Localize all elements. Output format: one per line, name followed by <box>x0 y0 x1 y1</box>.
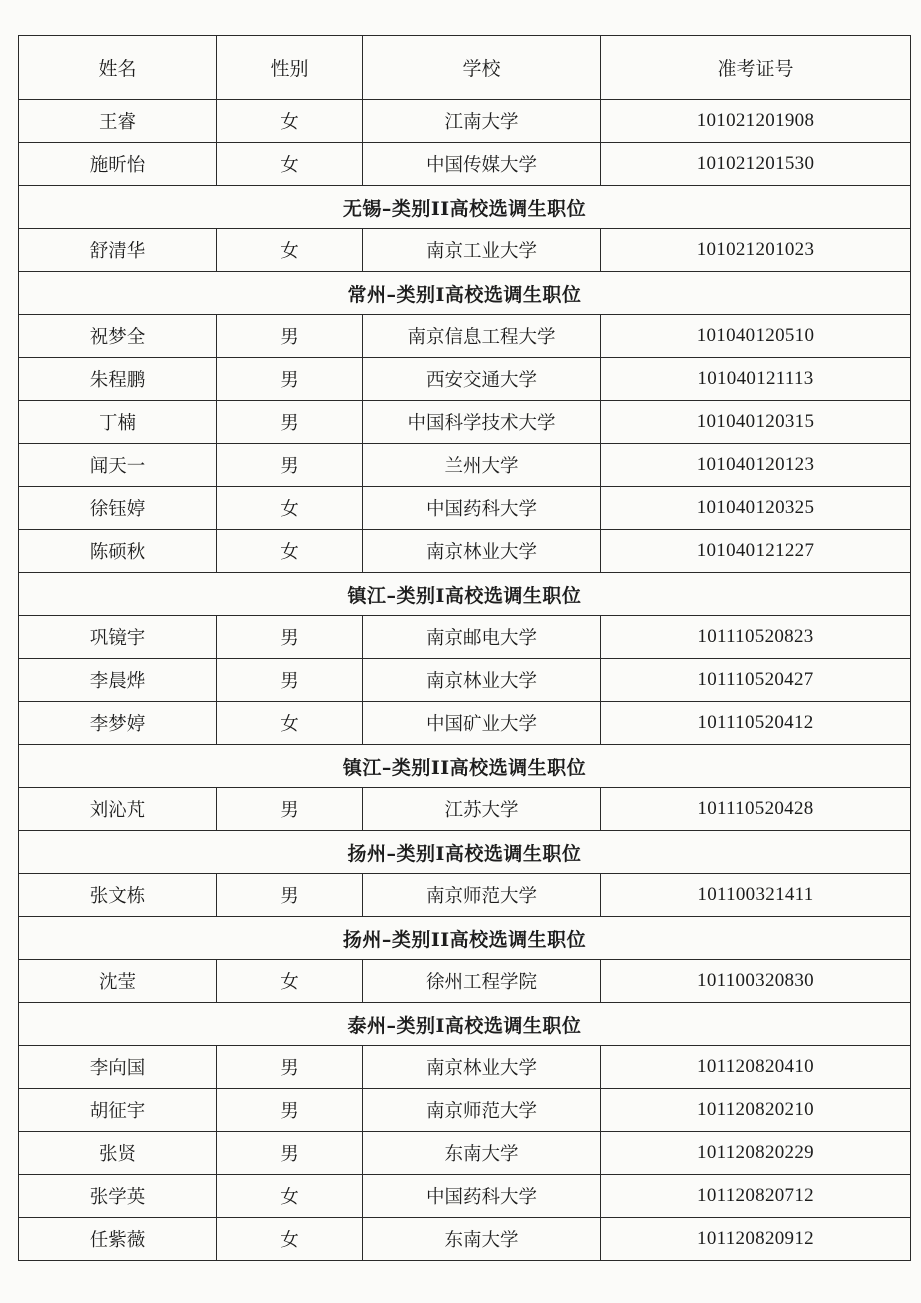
name-cell: 张贤 <box>19 1132 217 1175</box>
exam-id-cell: 101040121113 <box>601 358 911 401</box>
gender-cell: 男 <box>217 1089 363 1132</box>
school-cell: 东南大学 <box>363 1132 601 1175</box>
header-name: 姓名 <box>19 36 217 100</box>
school-cell: 江苏大学 <box>363 788 601 831</box>
section-title: 镇江–类别II高校选调生职位 <box>19 745 911 788</box>
gender-cell: 男 <box>217 358 363 401</box>
table-row <box>19 616 911 659</box>
school-cell: 东南大学 <box>363 1218 601 1261</box>
table-row <box>19 100 911 143</box>
table-row <box>19 358 911 401</box>
section-header-row <box>19 272 911 315</box>
table-row <box>19 401 911 444</box>
table-row <box>19 1218 911 1261</box>
name-cell: 李晨烨 <box>19 659 217 702</box>
header-exam-id: 准考证号 <box>601 36 911 100</box>
gender-cell: 女 <box>217 1218 363 1261</box>
header-row <box>19 36 911 100</box>
school-cell: 中国矿业大学 <box>363 702 601 745</box>
name-cell: 张学英 <box>19 1175 217 1218</box>
table-row <box>19 874 911 917</box>
section-title: 扬州–类别I高校选调生职位 <box>19 831 911 874</box>
exam-id-cell: 101021201908 <box>601 100 911 143</box>
exam-id-cell: 101040120123 <box>601 444 911 487</box>
header-gender: 性别 <box>217 36 363 100</box>
name-cell: 丁楠 <box>19 401 217 444</box>
exam-id-cell: 101040120510 <box>601 315 911 358</box>
name-cell: 舒清华 <box>19 229 217 272</box>
gender-cell: 女 <box>217 530 363 573</box>
gender-cell: 女 <box>217 960 363 1003</box>
gender-cell: 女 <box>217 143 363 186</box>
name-cell: 施昕怡 <box>19 143 217 186</box>
exam-id-cell: 101110520427 <box>601 659 911 702</box>
name-cell: 陈硕秋 <box>19 530 217 573</box>
exam-id-cell: 101120820210 <box>601 1089 911 1132</box>
table-row <box>19 315 911 358</box>
table-row <box>19 143 911 186</box>
exam-id-cell: 101040120325 <box>601 487 911 530</box>
table-body <box>19 100 911 1261</box>
school-cell: 南京林业大学 <box>363 659 601 702</box>
name-cell: 巩镜宇 <box>19 616 217 659</box>
table-header <box>19 36 911 100</box>
table-row <box>19 229 911 272</box>
table-row <box>19 444 911 487</box>
table-row <box>19 702 911 745</box>
gender-cell: 男 <box>217 659 363 702</box>
gender-cell: 男 <box>217 616 363 659</box>
exam-id-cell: 101040120315 <box>601 401 911 444</box>
table-row <box>19 960 911 1003</box>
section-title: 无锡–类别II高校选调生职位 <box>19 186 911 229</box>
table-row <box>19 1089 911 1132</box>
exam-id-cell: 101120820712 <box>601 1175 911 1218</box>
exam-id-cell: 101100321411 <box>601 874 911 917</box>
exam-id-cell: 101110520823 <box>601 616 911 659</box>
exam-id-cell: 101110520428 <box>601 788 911 831</box>
name-cell: 闻天一 <box>19 444 217 487</box>
school-cell: 中国科学技术大学 <box>363 401 601 444</box>
school-cell: 南京邮电大学 <box>363 616 601 659</box>
gender-cell: 女 <box>217 702 363 745</box>
name-cell: 李梦婷 <box>19 702 217 745</box>
section-header-row <box>19 917 911 960</box>
name-cell: 张文栋 <box>19 874 217 917</box>
school-cell: 兰州大学 <box>363 444 601 487</box>
name-cell: 徐钰婷 <box>19 487 217 530</box>
school-cell: 西安交通大学 <box>363 358 601 401</box>
exam-id-cell: 101110520412 <box>601 702 911 745</box>
school-cell: 中国药科大学 <box>363 1175 601 1218</box>
school-cell: 江南大学 <box>363 100 601 143</box>
gender-cell: 女 <box>217 487 363 530</box>
name-cell: 刘沁芃 <box>19 788 217 831</box>
table-row <box>19 1132 911 1175</box>
name-cell: 朱程鹏 <box>19 358 217 401</box>
section-title: 扬州–类别II高校选调生职位 <box>19 917 911 960</box>
name-cell: 李向国 <box>19 1046 217 1089</box>
header-school: 学校 <box>363 36 601 100</box>
table-row <box>19 788 911 831</box>
section-title: 镇江–类别I高校选调生职位 <box>19 573 911 616</box>
gender-cell: 男 <box>217 1046 363 1089</box>
table-row <box>19 487 911 530</box>
school-cell: 南京信息工程大学 <box>363 315 601 358</box>
exam-id-cell: 101120820410 <box>601 1046 911 1089</box>
exam-id-cell: 101120820912 <box>601 1218 911 1261</box>
candidate-table <box>18 35 911 1261</box>
school-cell: 南京林业大学 <box>363 530 601 573</box>
school-cell: 徐州工程学院 <box>363 960 601 1003</box>
gender-cell: 男 <box>217 444 363 487</box>
gender-cell: 女 <box>217 229 363 272</box>
table-row <box>19 1046 911 1089</box>
gender-cell: 男 <box>217 1132 363 1175</box>
section-header-row <box>19 831 911 874</box>
name-cell: 祝梦全 <box>19 315 217 358</box>
school-cell: 中国药科大学 <box>363 487 601 530</box>
school-cell: 南京师范大学 <box>363 874 601 917</box>
gender-cell: 男 <box>217 315 363 358</box>
exam-id-cell: 101021201023 <box>601 229 911 272</box>
name-cell: 沈莹 <box>19 960 217 1003</box>
exam-id-cell: 101040121227 <box>601 530 911 573</box>
school-cell: 中国传媒大学 <box>363 143 601 186</box>
name-cell: 任紫薇 <box>19 1218 217 1261</box>
section-title: 常州–类别I高校选调生职位 <box>19 272 911 315</box>
school-cell: 南京林业大学 <box>363 1046 601 1089</box>
gender-cell: 男 <box>217 874 363 917</box>
name-cell: 王睿 <box>19 100 217 143</box>
exam-id-cell: 101100320830 <box>601 960 911 1003</box>
table-row <box>19 659 911 702</box>
table-row <box>19 530 911 573</box>
name-cell: 胡征宇 <box>19 1089 217 1132</box>
gender-cell: 女 <box>217 1175 363 1218</box>
table-row <box>19 1175 911 1218</box>
gender-cell: 男 <box>217 788 363 831</box>
section-header-row <box>19 745 911 788</box>
gender-cell: 女 <box>217 100 363 143</box>
gender-cell: 男 <box>217 401 363 444</box>
section-title: 泰州–类别I高校选调生职位 <box>19 1003 911 1046</box>
section-header-row <box>19 186 911 229</box>
section-header-row <box>19 573 911 616</box>
section-header-row <box>19 1003 911 1046</box>
exam-id-cell: 101021201530 <box>601 143 911 186</box>
exam-id-cell: 101120820229 <box>601 1132 911 1175</box>
school-cell: 南京师范大学 <box>363 1089 601 1132</box>
school-cell: 南京工业大学 <box>363 229 601 272</box>
